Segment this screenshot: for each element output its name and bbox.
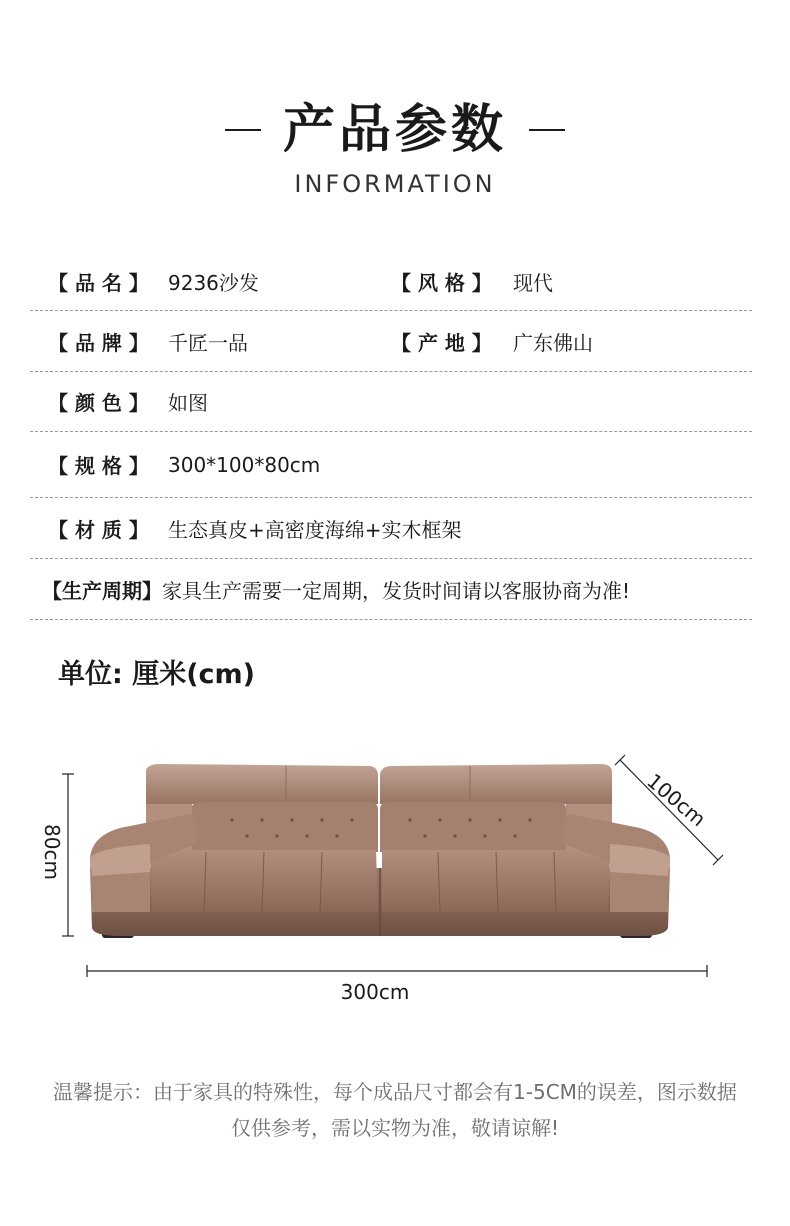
param-row-name	[30, 252, 752, 311]
param-value: 生态真皮+高密度海绵+实木框架	[168, 517, 462, 542]
param-size	[30, 450, 752, 479]
warm-tip-line-2: 仅供参考，需以实物为准，敬请谅解!	[230, 1116, 560, 1140]
param-key: 【 规 格 】	[48, 454, 149, 478]
depth-label: 100cm	[642, 768, 711, 832]
param-row-cycle	[30, 559, 752, 620]
param-key: 【 材 质 】	[48, 517, 149, 542]
header	[0, 92, 790, 198]
param-value: 9236沙发	[168, 270, 259, 295]
param-key: 【 颜 色 】	[48, 391, 149, 415]
param-key: 【 品 名 】	[48, 270, 149, 295]
page-title: 产品参数	[282, 100, 507, 160]
param-style	[391, 267, 752, 296]
param-origin	[391, 327, 752, 356]
param-value: 广东佛山	[513, 330, 593, 355]
param-key: 【 品 牌 】	[48, 330, 149, 355]
param-cycle	[30, 575, 752, 604]
param-key: 【 产 地 】	[391, 330, 492, 355]
param-value: 如图	[168, 391, 208, 415]
params-table	[30, 252, 752, 620]
param-material	[30, 514, 752, 543]
param-key: 【生产周期】	[42, 578, 162, 603]
param-value: 千匠一品	[168, 330, 248, 355]
param-row-color	[30, 372, 752, 432]
title-dash-left	[225, 129, 261, 131]
title-dash-right	[529, 129, 565, 131]
title-row	[0, 92, 790, 168]
param-value: 家具生产需要一定周期，发货时间请以客服协商为准!	[162, 578, 631, 603]
warm-tip	[40, 1074, 750, 1146]
param-value: 300*100*80cm	[168, 452, 321, 477]
warm-tip-line-1: 温馨提示：由于家具的特殊性，每个成品尺寸都会有1-5CM的误差，图示数据	[53, 1080, 737, 1104]
param-value: 现代	[513, 270, 553, 295]
param-row-brand	[30, 311, 752, 372]
param-name	[30, 267, 391, 296]
param-color	[30, 387, 752, 416]
param-row-size	[30, 432, 752, 498]
param-key: 【 风 格 】	[391, 270, 492, 295]
unit-label: 单位: 厘米(cm)	[58, 659, 256, 690]
sofa-diagram	[0, 740, 790, 1020]
param-brand	[30, 327, 391, 356]
width-label: 300cm	[340, 980, 410, 1004]
height-label: 80cm	[40, 824, 64, 880]
param-row-material	[30, 498, 752, 559]
page-subtitle: INFORMATION	[294, 170, 496, 198]
